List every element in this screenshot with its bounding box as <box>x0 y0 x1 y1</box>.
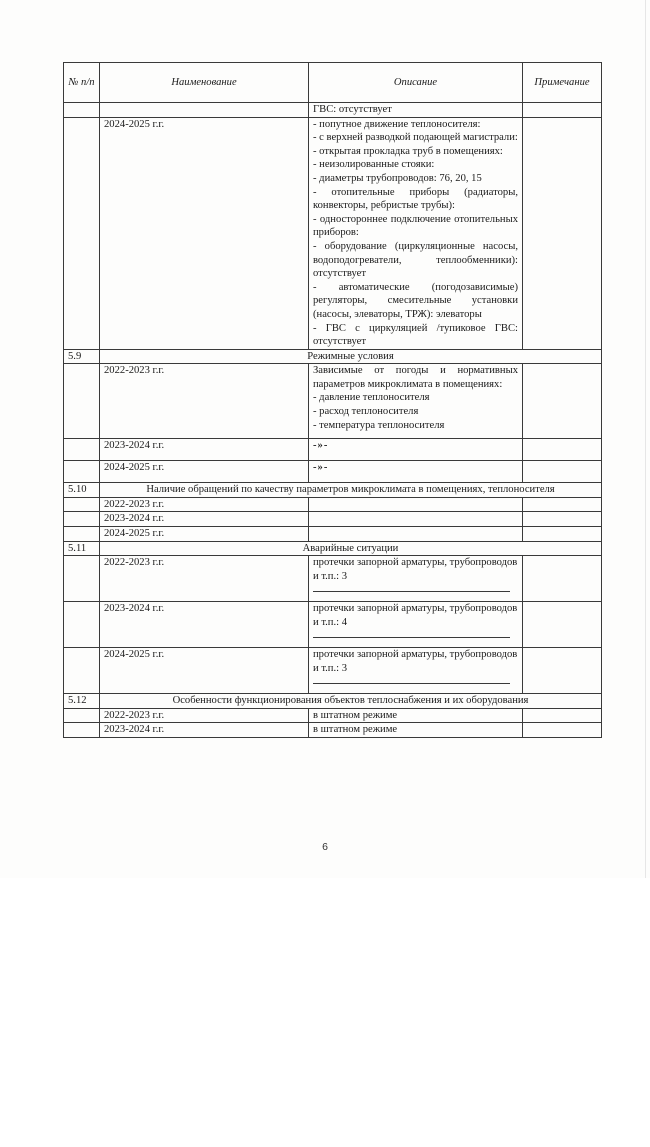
description-cell <box>309 648 523 694</box>
table-row <box>64 527 602 542</box>
incident-text: протечки запорной арматуры, трубопроводов и т.п.: 3 <box>313 557 518 582</box>
description-cell <box>309 364 523 439</box>
section-title: Режимные условия <box>100 349 602 364</box>
section-title: Особенности функционирования объектов теплоснабжения и их оборудования <box>100 694 602 709</box>
table-row <box>64 117 602 349</box>
page-number: 6 <box>322 841 328 853</box>
list-item: - попутное движение теплоносителя: <box>313 118 481 130</box>
section-row-5-10 <box>64 483 602 498</box>
header-desc: Описание <box>309 63 523 103</box>
year-cell: 2022-2023 г.г. <box>100 556 309 602</box>
section-title: Наличие обращений по качеству параметров микроклимата в помещениях, теплоносителя <box>100 483 602 498</box>
table-row <box>64 602 602 648</box>
scan-edge <box>645 0 646 878</box>
year-cell: 2023-2024 г.г. <box>100 723 309 738</box>
list-item: - отопительные приборы (радиаторы, конвекторы, ребристые трубы): <box>313 186 518 212</box>
features-list <box>313 118 518 349</box>
section-num: 5.9 <box>64 349 100 364</box>
table-row <box>64 648 602 694</box>
heating-info-table <box>63 62 602 738</box>
list-item: - одностороннее подключение отопительных приборов: <box>313 213 518 239</box>
table-row <box>64 439 602 461</box>
description-cell <box>309 556 523 602</box>
description-cell: в штатном режиме <box>309 708 523 723</box>
table-row <box>64 364 602 439</box>
year-cell: 2023-2024 г.г. <box>100 602 309 648</box>
year-cell: 2024-2025 г.г. <box>100 461 309 483</box>
section-num: 5.11 <box>64 541 100 556</box>
section-title: Аварийные ситуации <box>100 541 602 556</box>
list-item: - автоматические (погодозависимые) регуляторы, смесительные установки (насосы, элеваторы, ТРЖ): элеваторы <box>313 281 518 320</box>
description-cell: в штатном режиме <box>309 723 523 738</box>
ditto-mark: -»- <box>309 461 523 483</box>
section-row-5-12 <box>64 694 602 709</box>
list-item: - неизолированные стояки: <box>313 159 435 171</box>
list-item: - ГВС с циркуляцией /тупиковое ГВС: отсутствует <box>313 322 518 348</box>
section-num: 5.10 <box>64 483 100 498</box>
gvs-top-cell: ГВС: отсутствует <box>309 103 523 118</box>
year-cell: 2022-2023 г.г. <box>100 497 309 512</box>
list-item: - с верхней разводкой подающей магистрали: <box>313 132 518 144</box>
table-row <box>64 497 602 512</box>
year-cell: 2024-2025 г.г. <box>100 527 309 542</box>
list-item: - температура теплоносителя <box>313 419 445 431</box>
year-cell: 2024-2025 г.г. <box>100 648 309 694</box>
header-note: Примечание <box>523 63 602 103</box>
list-item: - открытая прокладка труб в помещениях: <box>313 145 503 157</box>
table-row <box>64 556 602 602</box>
year-cell: 2022-2023 г.г. <box>100 708 309 723</box>
year-cell: 2023-2024 г.г. <box>100 439 309 461</box>
ditto-mark: -»- <box>309 439 523 461</box>
section-num: 5.12 <box>64 694 100 709</box>
description-cell <box>309 602 523 648</box>
underline-rule <box>313 591 510 592</box>
incident-text: протечки запорной арматуры, трубопроводов и т.п.: 3 <box>313 649 518 674</box>
list-item: - оборудование (циркуляционные насосы, водоподогреватели, теплообменники): отсутствует <box>313 240 518 280</box>
incident-text: протечки запорной арматуры, трубопроводов и т.п.: 4 <box>313 603 518 628</box>
list-item: - расход теплоносителя <box>313 406 419 418</box>
year-cell: 2024-2025 г.г. <box>100 117 309 349</box>
header-num: № п/п <box>64 63 100 103</box>
system-features-cell <box>309 117 523 349</box>
section-row-5-9 <box>64 349 602 364</box>
table-row <box>64 723 602 738</box>
year-cell: 2023-2024 г.г. <box>100 512 309 527</box>
underline-rule <box>313 683 510 684</box>
table-row <box>64 461 602 483</box>
header-name: Наименование <box>100 63 309 103</box>
table-row <box>64 512 602 527</box>
section-row-5-11 <box>64 541 602 556</box>
table-row <box>64 708 602 723</box>
table-row <box>64 103 602 118</box>
table-header-row <box>64 63 602 103</box>
list-item: - давление теплоносителя <box>313 392 430 404</box>
year-cell: 2022-2023 г.г. <box>100 364 309 439</box>
list-item: - диаметры трубопроводов: 76, 20, 15 <box>313 172 482 184</box>
underline-rule <box>313 637 510 638</box>
list-item: Зависимые от погоды и нормативных параметров микроклимата в помещениях: <box>313 365 518 390</box>
